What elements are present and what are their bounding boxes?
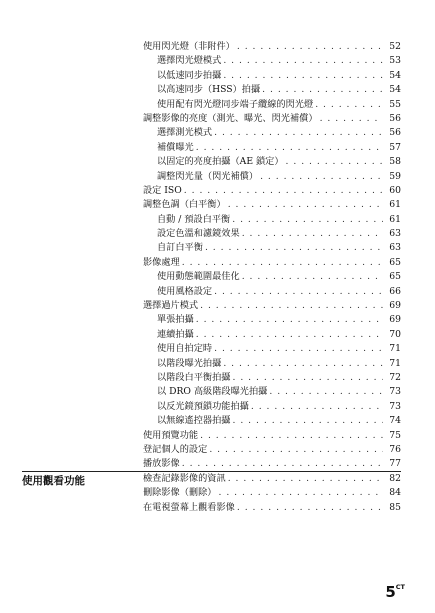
toc-entry-title: 登記個人的設定 bbox=[143, 443, 208, 455]
toc-entry-page: 76 bbox=[389, 443, 401, 455]
toc-entry-title: 以高速同步（HSS）拍攝 bbox=[157, 84, 261, 96]
toc-entry-page: 75 bbox=[389, 429, 401, 441]
toc-entry-page: 56 bbox=[389, 112, 401, 124]
toc-entry-page: 57 bbox=[389, 141, 401, 153]
toc-entry-page: 54 bbox=[389, 69, 401, 81]
toc-entry[interactable] bbox=[143, 126, 401, 140]
table-of-contents bbox=[143, 40, 401, 515]
toc-entry-title: 調整影像的亮度（測光、曝光、閃光補償） bbox=[143, 112, 318, 124]
toc-entry[interactable] bbox=[143, 457, 401, 471]
toc-entry[interactable] bbox=[143, 270, 401, 284]
toc-entry-title: 補償曝光 bbox=[157, 141, 194, 153]
toc-entry-title: 使用預覽功能 bbox=[143, 429, 199, 441]
toc-entry[interactable] bbox=[143, 414, 401, 428]
page-number-value: 5 bbox=[385, 583, 396, 601]
page-number bbox=[385, 582, 405, 601]
dot-leader bbox=[200, 429, 383, 443]
toc-entry-title: 以階段曝光拍攝 bbox=[157, 357, 222, 369]
toc-entry-title: 自訂白平衡 bbox=[157, 242, 203, 254]
toc-entry-title: 在電視螢幕上觀看影像 bbox=[143, 501, 235, 513]
dot-leader bbox=[232, 213, 383, 227]
dot-leader bbox=[200, 299, 383, 313]
toc-entry-title: 以固定的亮度拍攝（AE 鎖定） bbox=[157, 156, 284, 168]
toc-entry[interactable] bbox=[143, 357, 401, 371]
toc-entry-title: 連續拍攝 bbox=[157, 328, 194, 340]
dot-leader bbox=[233, 414, 384, 428]
toc-entry-title: 以低速同步拍攝 bbox=[157, 69, 222, 81]
toc-entry-page: 82 bbox=[389, 472, 401, 484]
dot-leader bbox=[223, 69, 383, 83]
toc-entry[interactable] bbox=[143, 472, 401, 486]
dot-leader bbox=[182, 256, 383, 270]
toc-entry-page: 61 bbox=[389, 199, 401, 211]
toc-entry-title: 使用自拍定時 bbox=[157, 343, 213, 355]
dot-leader bbox=[219, 486, 384, 500]
toc-entry[interactable] bbox=[143, 328, 401, 342]
toc-entry-page: 59 bbox=[389, 170, 401, 182]
toc-entry-title: 使用閃光燈（非附件） bbox=[143, 41, 235, 52]
dot-leader bbox=[233, 371, 384, 385]
toc-entry[interactable] bbox=[143, 443, 401, 457]
toc-entry-page: 71 bbox=[389, 343, 401, 355]
dot-leader bbox=[184, 184, 383, 198]
toc-entry-page: 58 bbox=[389, 156, 401, 168]
toc-entry[interactable] bbox=[143, 299, 401, 313]
toc-entry[interactable] bbox=[143, 184, 401, 198]
dot-leader bbox=[205, 241, 383, 255]
toc-entry-page: 73 bbox=[389, 400, 401, 412]
toc-entry[interactable] bbox=[143, 400, 401, 414]
toc-entry-page: 66 bbox=[389, 285, 401, 297]
toc-entry-page: 65 bbox=[389, 271, 401, 283]
toc-entry-page: 70 bbox=[389, 328, 401, 340]
dot-leader bbox=[209, 443, 383, 457]
toc-entry[interactable] bbox=[143, 141, 401, 155]
toc-entry-page: 61 bbox=[389, 213, 401, 225]
toc-entry[interactable] bbox=[143, 54, 401, 68]
toc-entry-title: 設定色溫和濾鏡效果 bbox=[157, 228, 240, 240]
toc-entry-title: 單張拍攝 bbox=[157, 314, 194, 326]
toc-entry-title: 刪除影像（刪除） bbox=[143, 487, 217, 499]
dot-leader bbox=[251, 400, 383, 414]
toc-entry-page: 65 bbox=[389, 256, 401, 268]
toc-entry-page: 56 bbox=[389, 127, 401, 139]
dot-leader bbox=[196, 328, 383, 342]
dot-leader bbox=[214, 342, 383, 356]
toc-entry[interactable] bbox=[143, 155, 401, 169]
toc-entry-page: 73 bbox=[389, 386, 401, 398]
toc-entry-page: 55 bbox=[389, 98, 401, 110]
dot-leader bbox=[228, 198, 383, 212]
toc-entry-title: 以無線遙控器拍攝 bbox=[157, 415, 231, 427]
page-language-code: CT bbox=[395, 583, 405, 591]
section-label: 使用觀看功能 bbox=[22, 475, 85, 487]
dot-leader bbox=[223, 54, 383, 68]
toc-entry[interactable] bbox=[143, 83, 401, 97]
dot-leader bbox=[223, 357, 383, 371]
toc-entry-page: 63 bbox=[389, 228, 401, 240]
toc-entry[interactable] bbox=[143, 501, 401, 515]
toc-entry-title: 自動 / 預設白平衡 bbox=[157, 213, 231, 225]
toc-entry[interactable] bbox=[143, 112, 401, 126]
toc-entry-title: 設定 ISO bbox=[143, 184, 182, 196]
toc-entry-page: 53 bbox=[389, 55, 401, 67]
toc-entry[interactable] bbox=[143, 256, 401, 270]
toc-entry[interactable] bbox=[143, 342, 401, 356]
toc-entry-page: 85 bbox=[389, 501, 401, 513]
dot-leader bbox=[228, 472, 383, 486]
toc-entry-title: 調整色調（白平衡） bbox=[143, 199, 226, 211]
dot-leader bbox=[315, 98, 383, 112]
toc-entry[interactable] bbox=[143, 170, 401, 184]
toc-entry-title: 使用配有閃光燈同步端子纜線的閃光燈 bbox=[157, 98, 314, 110]
dot-leader bbox=[262, 83, 383, 97]
toc-entry[interactable] bbox=[143, 40, 401, 54]
toc-entry-page: 60 bbox=[389, 184, 401, 196]
dot-leader bbox=[320, 112, 383, 126]
toc-entry-title: 選擇測光模式 bbox=[157, 127, 213, 139]
toc-entry[interactable] bbox=[143, 285, 401, 299]
toc-entry[interactable] bbox=[143, 429, 401, 443]
toc-entry-page: 74 bbox=[389, 415, 401, 427]
toc-entry-title: 使用動態範圍最佳化 bbox=[157, 271, 240, 283]
dot-leader bbox=[260, 170, 383, 184]
dot-leader bbox=[286, 155, 383, 169]
toc-entry-page: 69 bbox=[389, 300, 401, 312]
toc-entry-title: 播放影像 bbox=[143, 458, 180, 470]
toc-entry[interactable] bbox=[143, 213, 401, 227]
toc-entry[interactable] bbox=[143, 69, 401, 83]
dot-leader bbox=[196, 141, 383, 155]
toc-entry-page: 71 bbox=[389, 357, 401, 369]
toc-entry[interactable] bbox=[143, 371, 401, 385]
toc-entry-page: 54 bbox=[389, 84, 401, 96]
section-divider bbox=[22, 471, 401, 472]
toc-entry[interactable] bbox=[143, 486, 401, 500]
toc-entry[interactable] bbox=[143, 241, 401, 255]
dot-leader bbox=[182, 457, 383, 471]
dot-leader bbox=[237, 501, 383, 515]
toc-entry-page: 63 bbox=[389, 242, 401, 254]
toc-entry-title: 調整閃光量（閃光補償） bbox=[157, 170, 259, 182]
toc-entry[interactable] bbox=[143, 227, 401, 241]
toc-entry-title: 影像處理 bbox=[143, 256, 180, 268]
toc-entry-title: 以階段白平衡拍攝 bbox=[157, 371, 231, 383]
toc-entry[interactable] bbox=[143, 313, 401, 327]
toc-entry-page: 84 bbox=[389, 487, 401, 499]
dot-leader bbox=[214, 126, 383, 140]
toc-entry[interactable] bbox=[143, 98, 401, 112]
toc-entry-title: 以 DRO 高級階段曝光拍攝 bbox=[157, 386, 268, 398]
toc-entry-title: 以反光鏡預鎖功能拍攝 bbox=[157, 400, 249, 412]
toc-entry-page: 77 bbox=[389, 458, 401, 470]
dot-leader bbox=[242, 227, 383, 241]
toc-entry-page: 72 bbox=[389, 371, 401, 383]
toc-entry-page: 52 bbox=[389, 41, 401, 52]
toc-entry-title: 選擇過片模式 bbox=[143, 300, 199, 312]
toc-entry-title: 使用風格設定 bbox=[157, 285, 213, 297]
dot-leader bbox=[196, 313, 383, 327]
toc-entry[interactable] bbox=[143, 198, 401, 212]
dot-leader bbox=[242, 270, 383, 284]
dot-leader bbox=[214, 285, 383, 299]
dot-leader bbox=[237, 40, 383, 54]
toc-entry-title: 檢查記錄影像的資訊 bbox=[143, 472, 226, 484]
toc-entry[interactable] bbox=[143, 385, 401, 399]
toc-entry-title: 選擇閃光燈模式 bbox=[157, 55, 222, 67]
toc-entry-page: 69 bbox=[389, 314, 401, 326]
dot-leader bbox=[269, 385, 383, 399]
